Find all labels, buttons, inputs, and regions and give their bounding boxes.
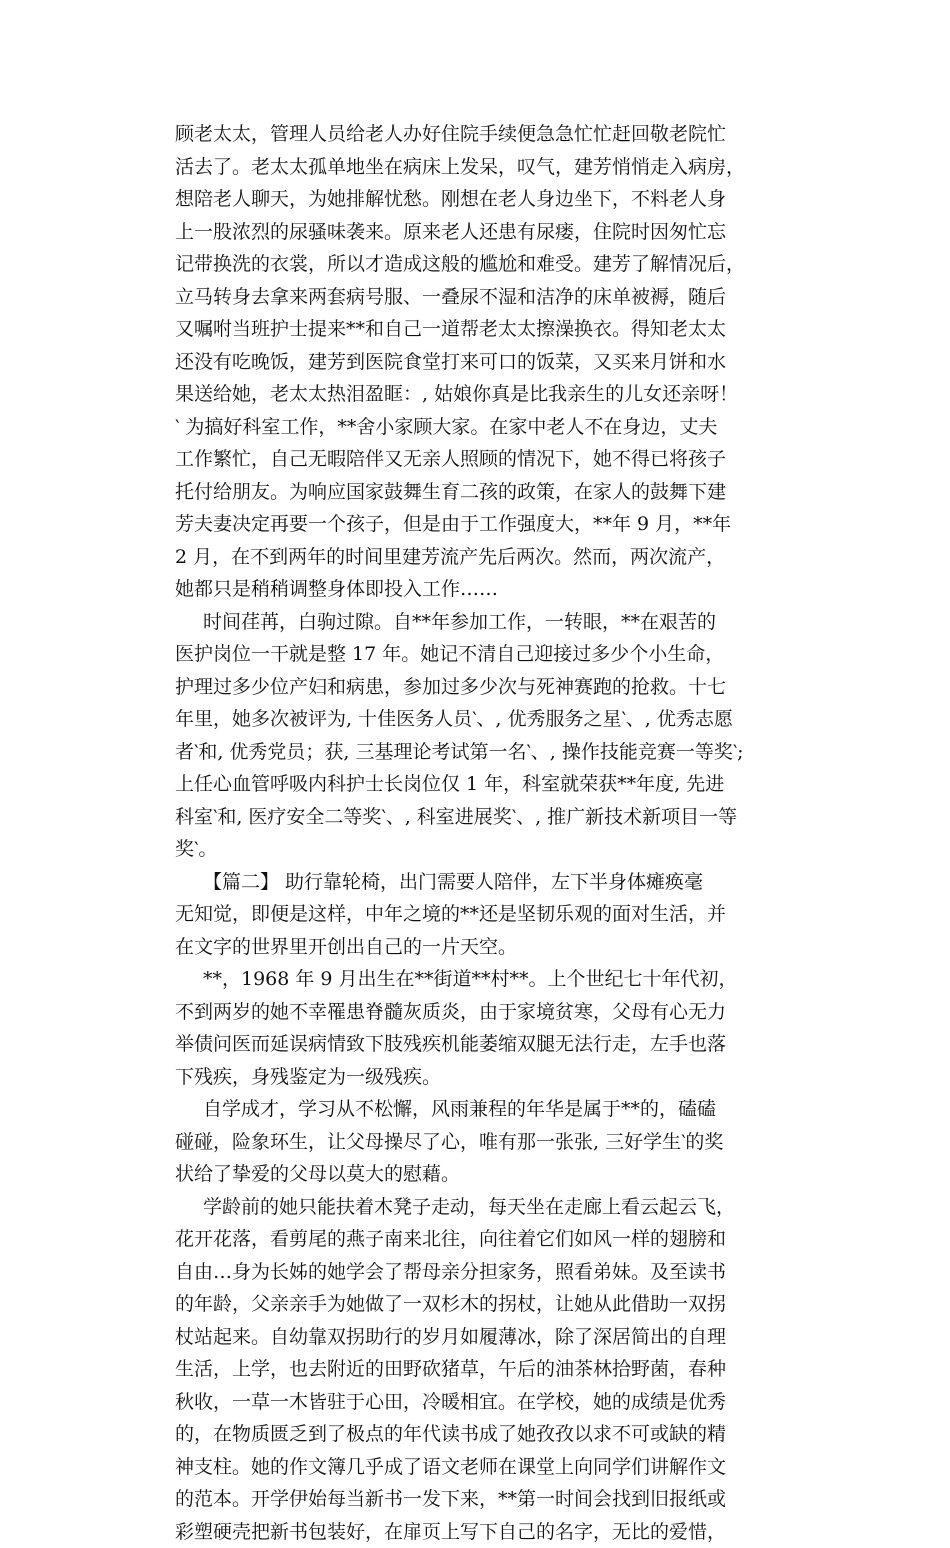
- text-line: 的范本。开学伊始每当新书一发下来，**第一时间会找到旧报纸或: [175, 1483, 787, 1516]
- text-line: 下残疾，身残鉴定为一级残疾。: [175, 1061, 787, 1094]
- text-line: 还没有吃晚饭，建芳到医院食堂打来可口的饭菜，又买来月饼和水: [175, 346, 787, 379]
- text-line: 立马转身去拿来两套病号服、一叠尿不湿和洁净的床单被褥，随后: [175, 281, 787, 314]
- text-line: 者‵和, 优秀党员；获, 三基理论考试第一名‵、, 操作技能竞赛一等奖‵;: [175, 736, 787, 769]
- text-line: 顾老太太，管理人员给老人办好住院手续便急急忙忙赶回敬老院忙: [175, 118, 787, 151]
- text-line: 医护岗位一干就是整 17 年。她记不清自己迎接过多少个小生命，: [175, 638, 787, 671]
- text-line: 奖‵。: [175, 833, 787, 866]
- text-line: 状给了挚爱的父母以莫大的慰藉。: [175, 1158, 787, 1191]
- text-line: 举债问医而延误病情致下肢残疾机能萎缩双腿无法行走，左手也落: [175, 1028, 787, 1061]
- text-line: 的年龄，父亲亲手为她做了一双杉木的拐杖，让她从此借助一双拐: [175, 1288, 787, 1321]
- text-line: 无知觉，即便是这样，中年之境的**还是坚韧乐观的面对生活，并: [175, 898, 787, 931]
- text-line: 杖站起来。自幼靠双拐助行的岁月如履薄冰，除了深居简出的自理: [175, 1321, 787, 1354]
- text-line: 又嘱咐当班护士提来**和自己一道帮老太太擦澡换衣。得知老太太: [175, 313, 787, 346]
- text-line: 上一股浓烈的尿骚味袭来。原来老人还患有尿瘘，住院时因匆忙忘: [175, 216, 787, 249]
- text-line: 生活，上学，也去附近的田野砍猪草，午后的油茶林拾野菌，春种: [175, 1353, 787, 1386]
- text-line: 工作繁忙，自己无暇陪伴又无亲人照顾的情况下，她不得已将孩子: [175, 443, 787, 476]
- document-body: [175, 118, 787, 1548]
- text-line: 年里，她多次被评为, 十佳医务人员‵、, 优秀服务之星‵、, 优秀志愿: [175, 703, 787, 736]
- text-line: 想陪老人聊天，为她排解忧愁。刚想在老人身边坐下，不料老人身: [175, 183, 787, 216]
- text-line: 上任心血管呼吸内科护士长岗位仅 1 年，科室就荣获**年度, 先进: [175, 768, 787, 801]
- text-line: 她都只是稍稍调整身体即投入工作……: [175, 573, 787, 606]
- paragraph-start-line: 时间荏苒，白驹过隙。自**年参加工作，一转眼，**在艰苦的: [175, 606, 787, 639]
- text-line: 神支柱。她的作文簿几乎成了语文老师在课堂上向同学们讲解作文: [175, 1451, 787, 1484]
- text-line: 秋收，一草一木皆驻于心田，冷暖相宜。在学校，她的成绩是优秀: [175, 1386, 787, 1419]
- text-line: ‵ 为搞好科室工作，**舍小家顾大家。在家中老人不在身边，丈夫: [175, 411, 787, 444]
- text-line: 2 月，在不到两年的时间里建芳流产先后两次。然而，两次流产，: [175, 541, 787, 574]
- paragraph-start-line: 学龄前的她只能扶着木凳子走动，每天坐在走廊上看云起云飞，: [175, 1191, 787, 1224]
- text-line: 的，在物质匮乏到了极点的年代读书成了她孜孜以求不可或缺的精: [175, 1418, 787, 1451]
- text-line: 碰碰，险象环生，让父母操尽了心，唯有那一张张, 三好学生‵的奖: [175, 1126, 787, 1159]
- text-line: 记带换洗的衣裳，所以才造成这般的尴尬和难受。建芳了解情况后，: [175, 248, 787, 281]
- text-line: 活去了。老太太孤单地坐在病床上发呆，叹气，建芳悄悄走入病房，: [175, 151, 787, 184]
- text-line: 不到两岁的她不幸罹患脊髓灰质炎，由于家境贫寒，父母有心无力: [175, 996, 787, 1029]
- text-line: 彩塑硬壳把新书包装好，在扉页上写下自己的名字，无比的爱惜，: [175, 1516, 787, 1548]
- text-line: 在文字的世界里开创出自己的一片天空。: [175, 931, 787, 964]
- text-line: 科室‵和, 医疗安全二等奖‵、, 科室进展奖‵、, 推广新技术新项目一等: [175, 801, 787, 834]
- paragraph-start-line: **，1968 年 9 月出生在**街道**村**。上个世纪七十年代初，: [175, 963, 787, 996]
- text-line: 托付给朋友。为响应国家鼓舞生育二孩的政策，在家人的鼓舞下建: [175, 476, 787, 509]
- text-line: 果送给她，老太太热泪盈眶：, 姑娘你真是比我亲生的儿女还亲呀！: [175, 378, 787, 411]
- text-line: 芳夫妻决定再要一个孩子，但是由于工作强度大，**年 9 月，**年: [175, 508, 787, 541]
- section-heading-line: 【篇二】 助行靠轮椅，出门需要人陪伴，左下半身体瘫痪毫: [175, 866, 787, 899]
- paragraph-start-line: 自学成才，学习从不松懈，风雨兼程的年华是属于**的，磕磕: [175, 1093, 787, 1126]
- text-line: 自由…身为长姊的她学会了帮母亲分担家务，照看弟妹。及至读书: [175, 1256, 787, 1289]
- text-line: 花开花落，看剪尾的燕子南来北往，向往着它们如风一样的翅膀和: [175, 1223, 787, 1256]
- text-line: 护理过多少位产妇和病患，参加过多少次与死神赛跑的抢救。十七: [175, 671, 787, 704]
